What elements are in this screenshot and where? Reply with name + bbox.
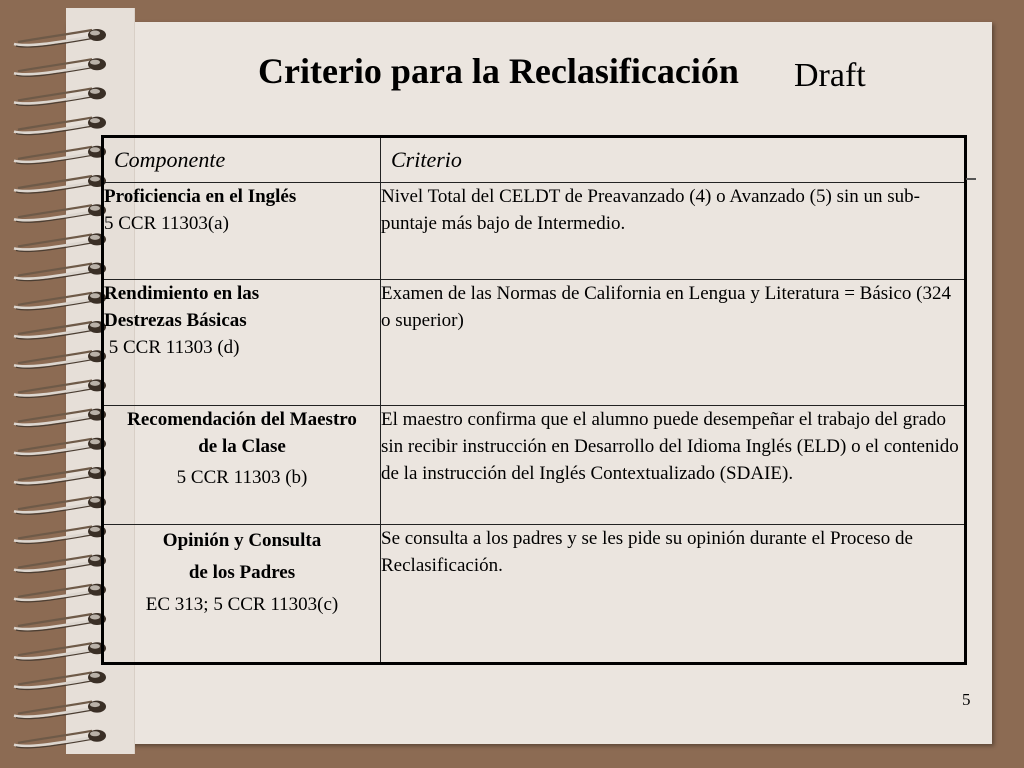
component-cell <box>103 280 381 406</box>
spiral-ring <box>14 204 106 222</box>
spiral-ring <box>14 292 106 310</box>
component-title: Recomendación del Maestro de la Clase <box>127 409 357 457</box>
spiral-ring <box>14 146 106 164</box>
criterion-cell: Se consulta a los padres y se les pide su opinión durante el Proceso de Reclasificación. <box>381 525 966 664</box>
header-edge-shadow <box>966 178 976 180</box>
spiral-ring <box>14 29 106 47</box>
component-cell <box>103 525 381 664</box>
spiral-ring <box>14 350 106 368</box>
criteria-table <box>101 135 967 665</box>
spiral-ring <box>14 584 106 602</box>
criterion-cell: El maestro confirma que el alumno puede desempeñar el trabajo del grado sin recibir instrucción en Desarrollo del Idioma Inglés (ELD) o el contenido de la instrucción del Inglés Contextualizado (SDAIE). <box>381 406 966 525</box>
component-code: 5 CCR 11303 (b) <box>176 467 308 488</box>
spiral-ring <box>14 701 106 719</box>
spiral-ring <box>14 87 106 105</box>
spiral-ring <box>14 438 106 456</box>
spiral-ring <box>14 642 106 660</box>
spiral-ring <box>14 321 106 339</box>
component-title-line-2: de los Padres <box>188 562 296 583</box>
spiral-ring <box>14 175 106 193</box>
criterion-cell: Nivel Total del CELDT de Preavanzado (4) o Avanzado (5) sin un sub-puntaje más bajo de Intermedio. <box>381 183 966 280</box>
component-cell <box>103 406 381 525</box>
spiral-ring <box>14 496 106 514</box>
spiral-ring <box>14 263 106 281</box>
spiral-ring <box>14 233 106 251</box>
spiral-ring <box>14 613 106 631</box>
component-title: Opinión y Consulta <box>162 530 322 551</box>
table-row <box>103 280 966 406</box>
component-title: Proficiencia en el Inglés <box>104 186 297 207</box>
spiral-ring <box>14 58 106 76</box>
spiral-ring <box>14 409 106 427</box>
draft-label: Draft <box>794 57 866 94</box>
component-cell <box>103 183 381 280</box>
table-row <box>103 406 966 525</box>
header-criterio: Criterio <box>381 137 966 183</box>
component-code: 5 CCR 11303 (d) <box>104 337 240 358</box>
spiral-ring <box>14 467 106 485</box>
spiral-ring <box>14 671 106 689</box>
spiral-ring <box>14 117 106 135</box>
spiral-ring <box>14 379 106 397</box>
component-code: 5 CCR 11303(a) <box>104 213 229 234</box>
criterion-cell: Examen de las Normas de California en Lengua y Literatura = Básico (324 o superior) <box>381 280 966 406</box>
slide-title: Criterio para la Reclasificación <box>258 51 739 91</box>
page-number: 5 <box>962 690 971 709</box>
table-row <box>103 183 966 280</box>
component-title: Rendimiento en las Destrezas Básicas <box>104 283 260 331</box>
table-row <box>103 525 966 664</box>
title-row <box>258 50 958 110</box>
spiral-ring <box>14 555 106 573</box>
spiral-ring <box>14 730 106 748</box>
spiral-ring <box>14 525 106 543</box>
table-header-row <box>103 137 966 183</box>
header-componente: Componente <box>103 137 381 183</box>
component-code: EC 313; 5 CCR 11303(c) <box>145 594 339 615</box>
